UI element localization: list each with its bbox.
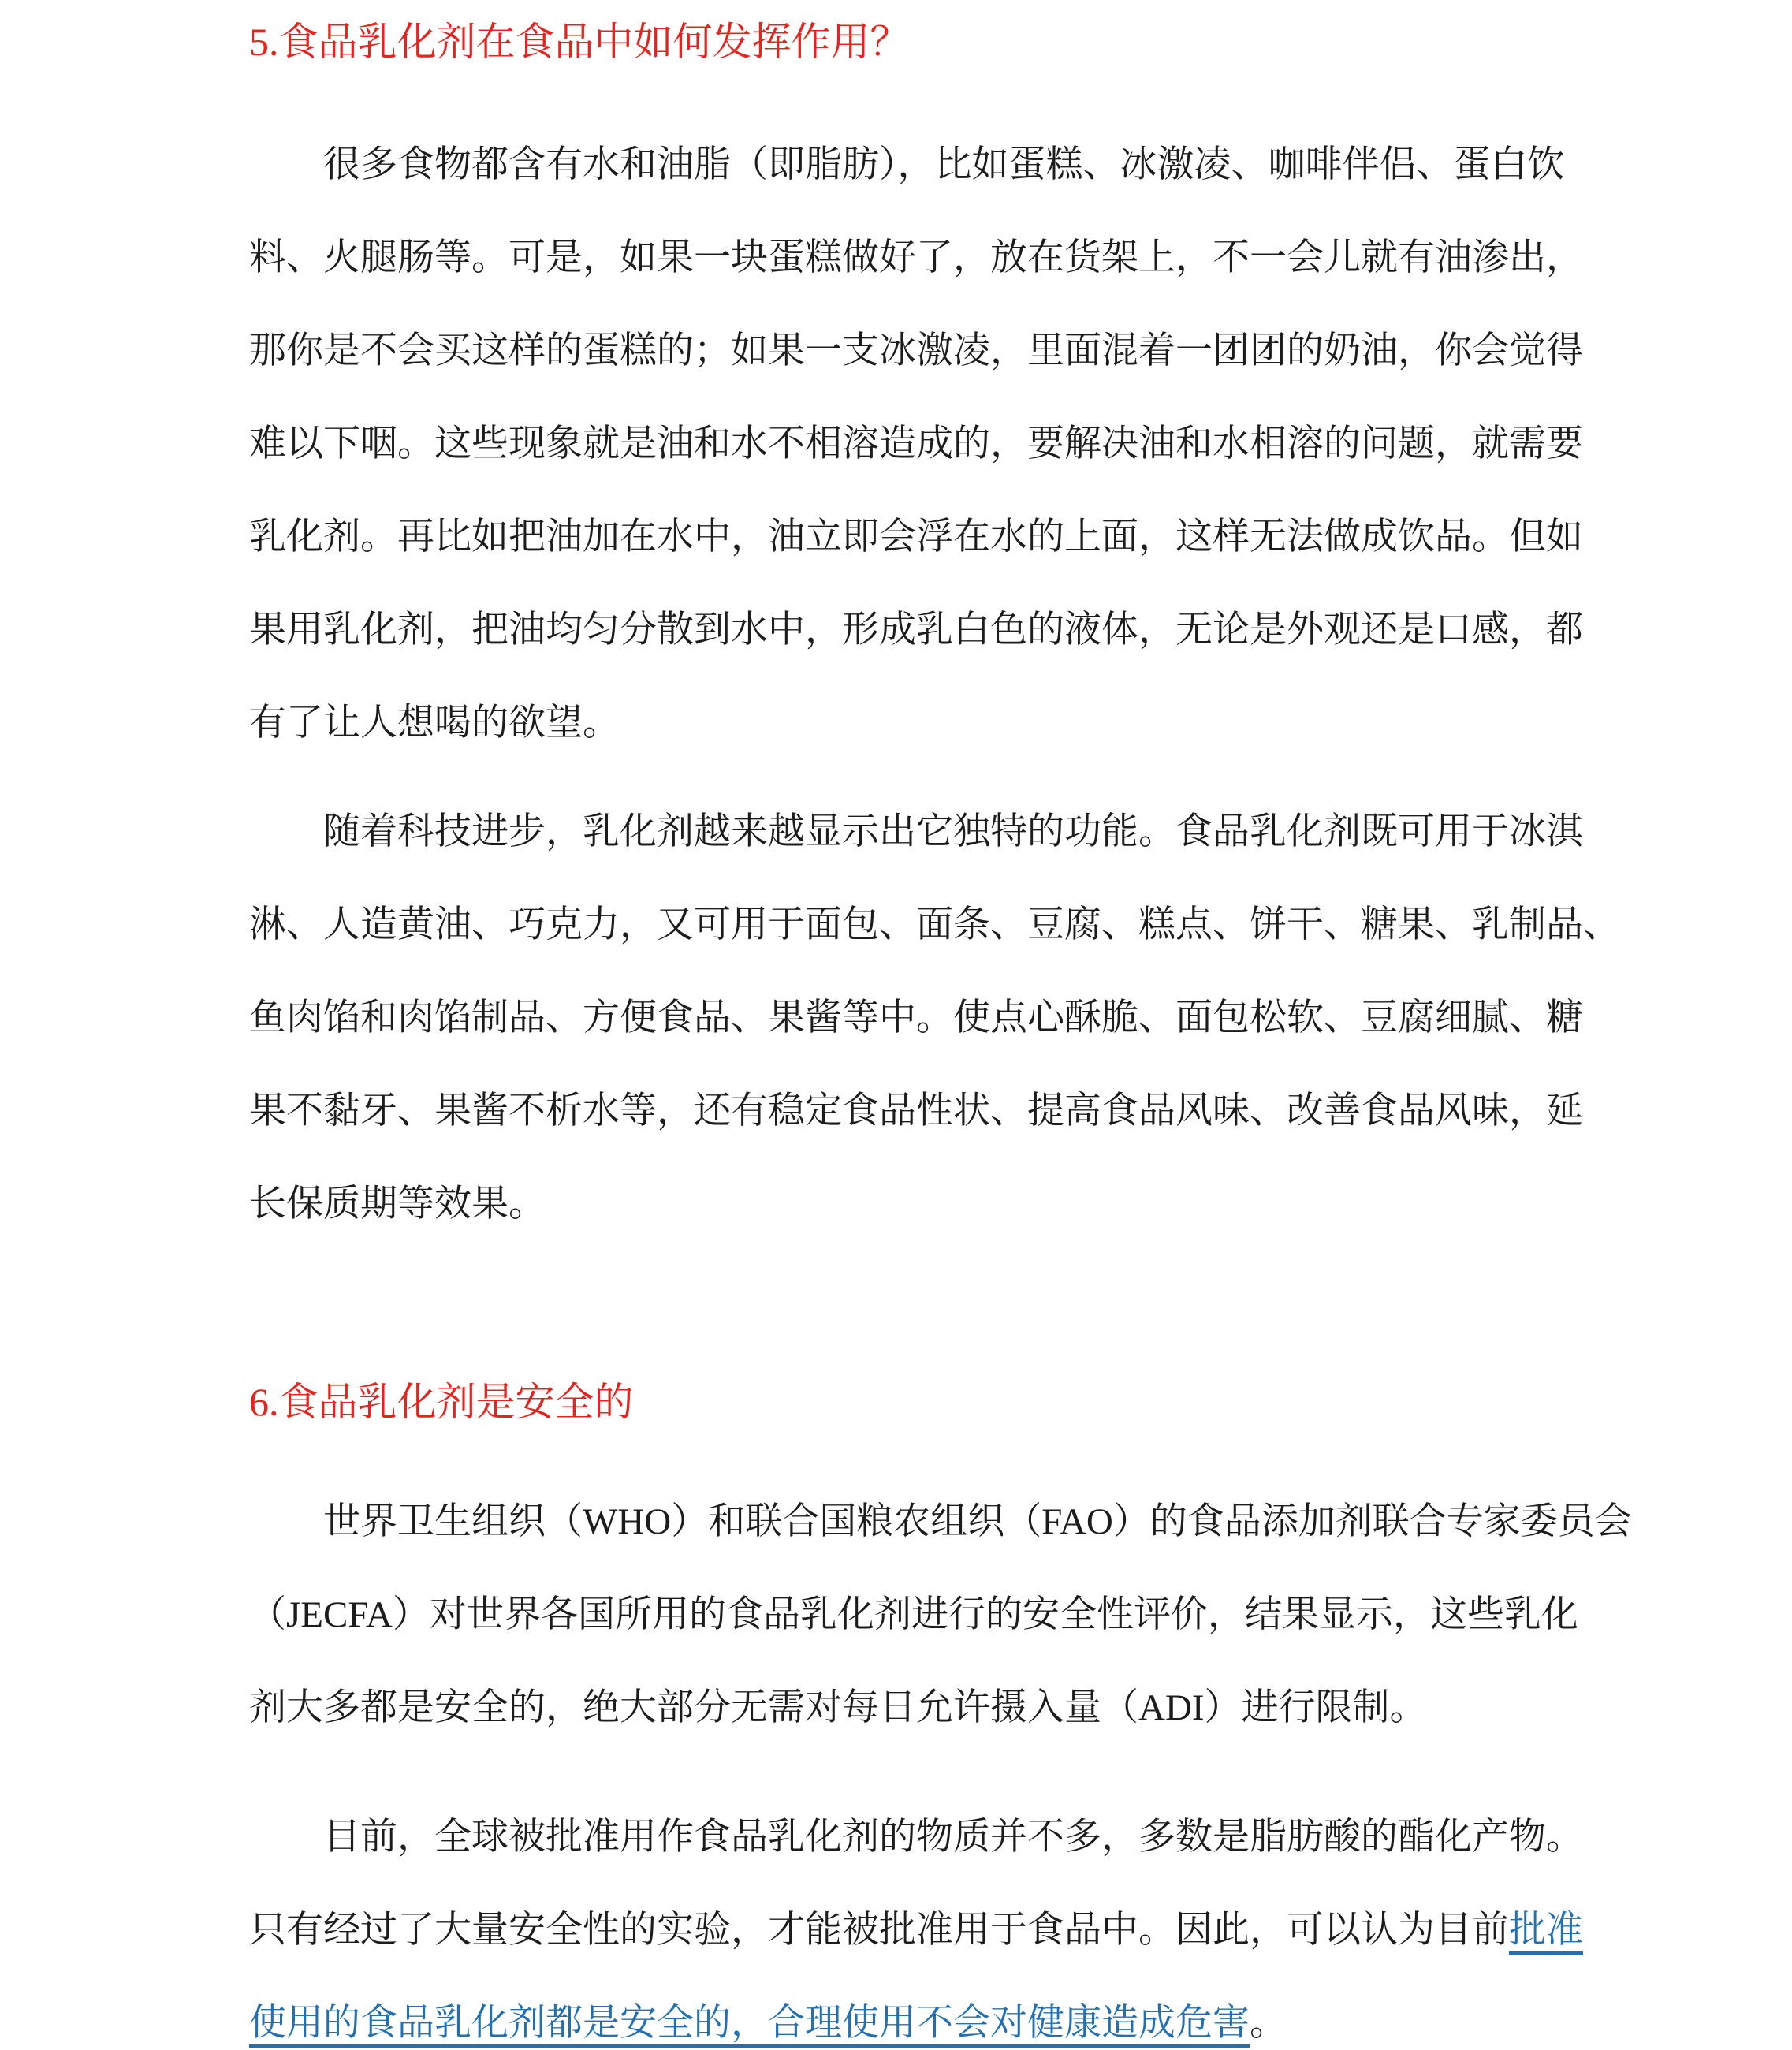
paragraph-line: 那你是不会买这样的蛋糕的；如果一支冰激凌，里面混着一团团的奶油，你会觉得 [249,330,1583,371]
paragraph-text: 。 [1250,2003,1287,2044]
paragraph-line: 很多食物都含有水和油脂（即脂肪），比如蛋糕、冰激凌、咖啡伴侣、蛋白饮 [323,144,1565,185]
paragraph-line: 乳化剂。再比如把油加在水中，油立即会浮在水的上面，这样无法做成饮品。但如 [249,516,1583,557]
paragraph-line: 长保质期等效果。 [249,1183,546,1224]
paragraph-line: 鱼肉馅和肉馅制品、方便食品、果酱等中。使点心酥脆、面包松软、豆腐细腻、糖 [249,997,1583,1038]
approved-emulsifiers-link[interactable]: 批准 [1509,1910,1583,1951]
section-6-paragraph-1 [249,1475,1632,1754]
paragraph-line: 淋、人造黄油、巧克力，又可用于面包、面条、豆腐、糕点、饼干、糖果、乳制品、 [249,904,1620,945]
paragraph-line: 难以下咽。这些现象就是油和水不相溶造成的，要解决油和水相溶的问题，就需要 [249,423,1583,464]
paragraph-line: 果用乳化剂，把油均匀分散到水中，形成乳白色的液体，无论是外观还是口感，都 [249,609,1583,650]
paragraph-line: 果不黏牙、果酱不析水等，还有稳定食品性状、提高食品风味、改善食品风味，延 [249,1090,1583,1131]
paragraph-line [249,1884,1583,1977]
paragraph-line: 料、火腿肠等。可是，如果一块蛋糕做好了，放在货架上，不一会儿就有油渗出， [249,237,1583,278]
paragraph-line [249,1977,1566,2050]
paragraph-line: 随着科技进步，乳化剂越来越显示出它独特的功能。食品乳化剂既可用于冰淇 [323,811,1583,852]
paragraph-line: （JECFA）对世界各国所用的食品乳化剂进行的安全性评价，结果显示，这些乳化 [249,1594,1578,1635]
paragraph-line: 剂大多都是安全的，绝大部分无需对每日允许摄入量（ADI）进行限制。 [249,1687,1427,1728]
section-5-heading: 5.食品乳化剂在食品中如何发挥作用？ [249,20,910,64]
paragraph-text: 只有经过了大量安全性的实验，才能被批准用于食品中。因此，可以认为目前 [249,1910,1509,1951]
paragraph-line: 有了让人想喝的欲望。 [249,703,620,744]
paragraph-line: 目前，全球被批准用作食品乳化剂的物质并不多，多数是脂肪酸的酯化产物。 [323,1817,1583,1858]
paragraph-line: 世界卫生组织（WHO）和联合国粮农组织（FAO）的食品添加剂联合专家委员会 [323,1501,1632,1542]
approved-emulsifiers-link[interactable]: 使用的食品乳化剂都是安全的，合理使用不会对健康造成危害 [249,2003,1250,2044]
section-6-heading: 6.食品乳化剂是安全的 [249,1380,634,1424]
section-5-paragraph-1 [249,118,1583,770]
section-5-paragraph-2 [249,785,1620,1250]
section-6-paragraph-2 [249,1791,1583,2050]
